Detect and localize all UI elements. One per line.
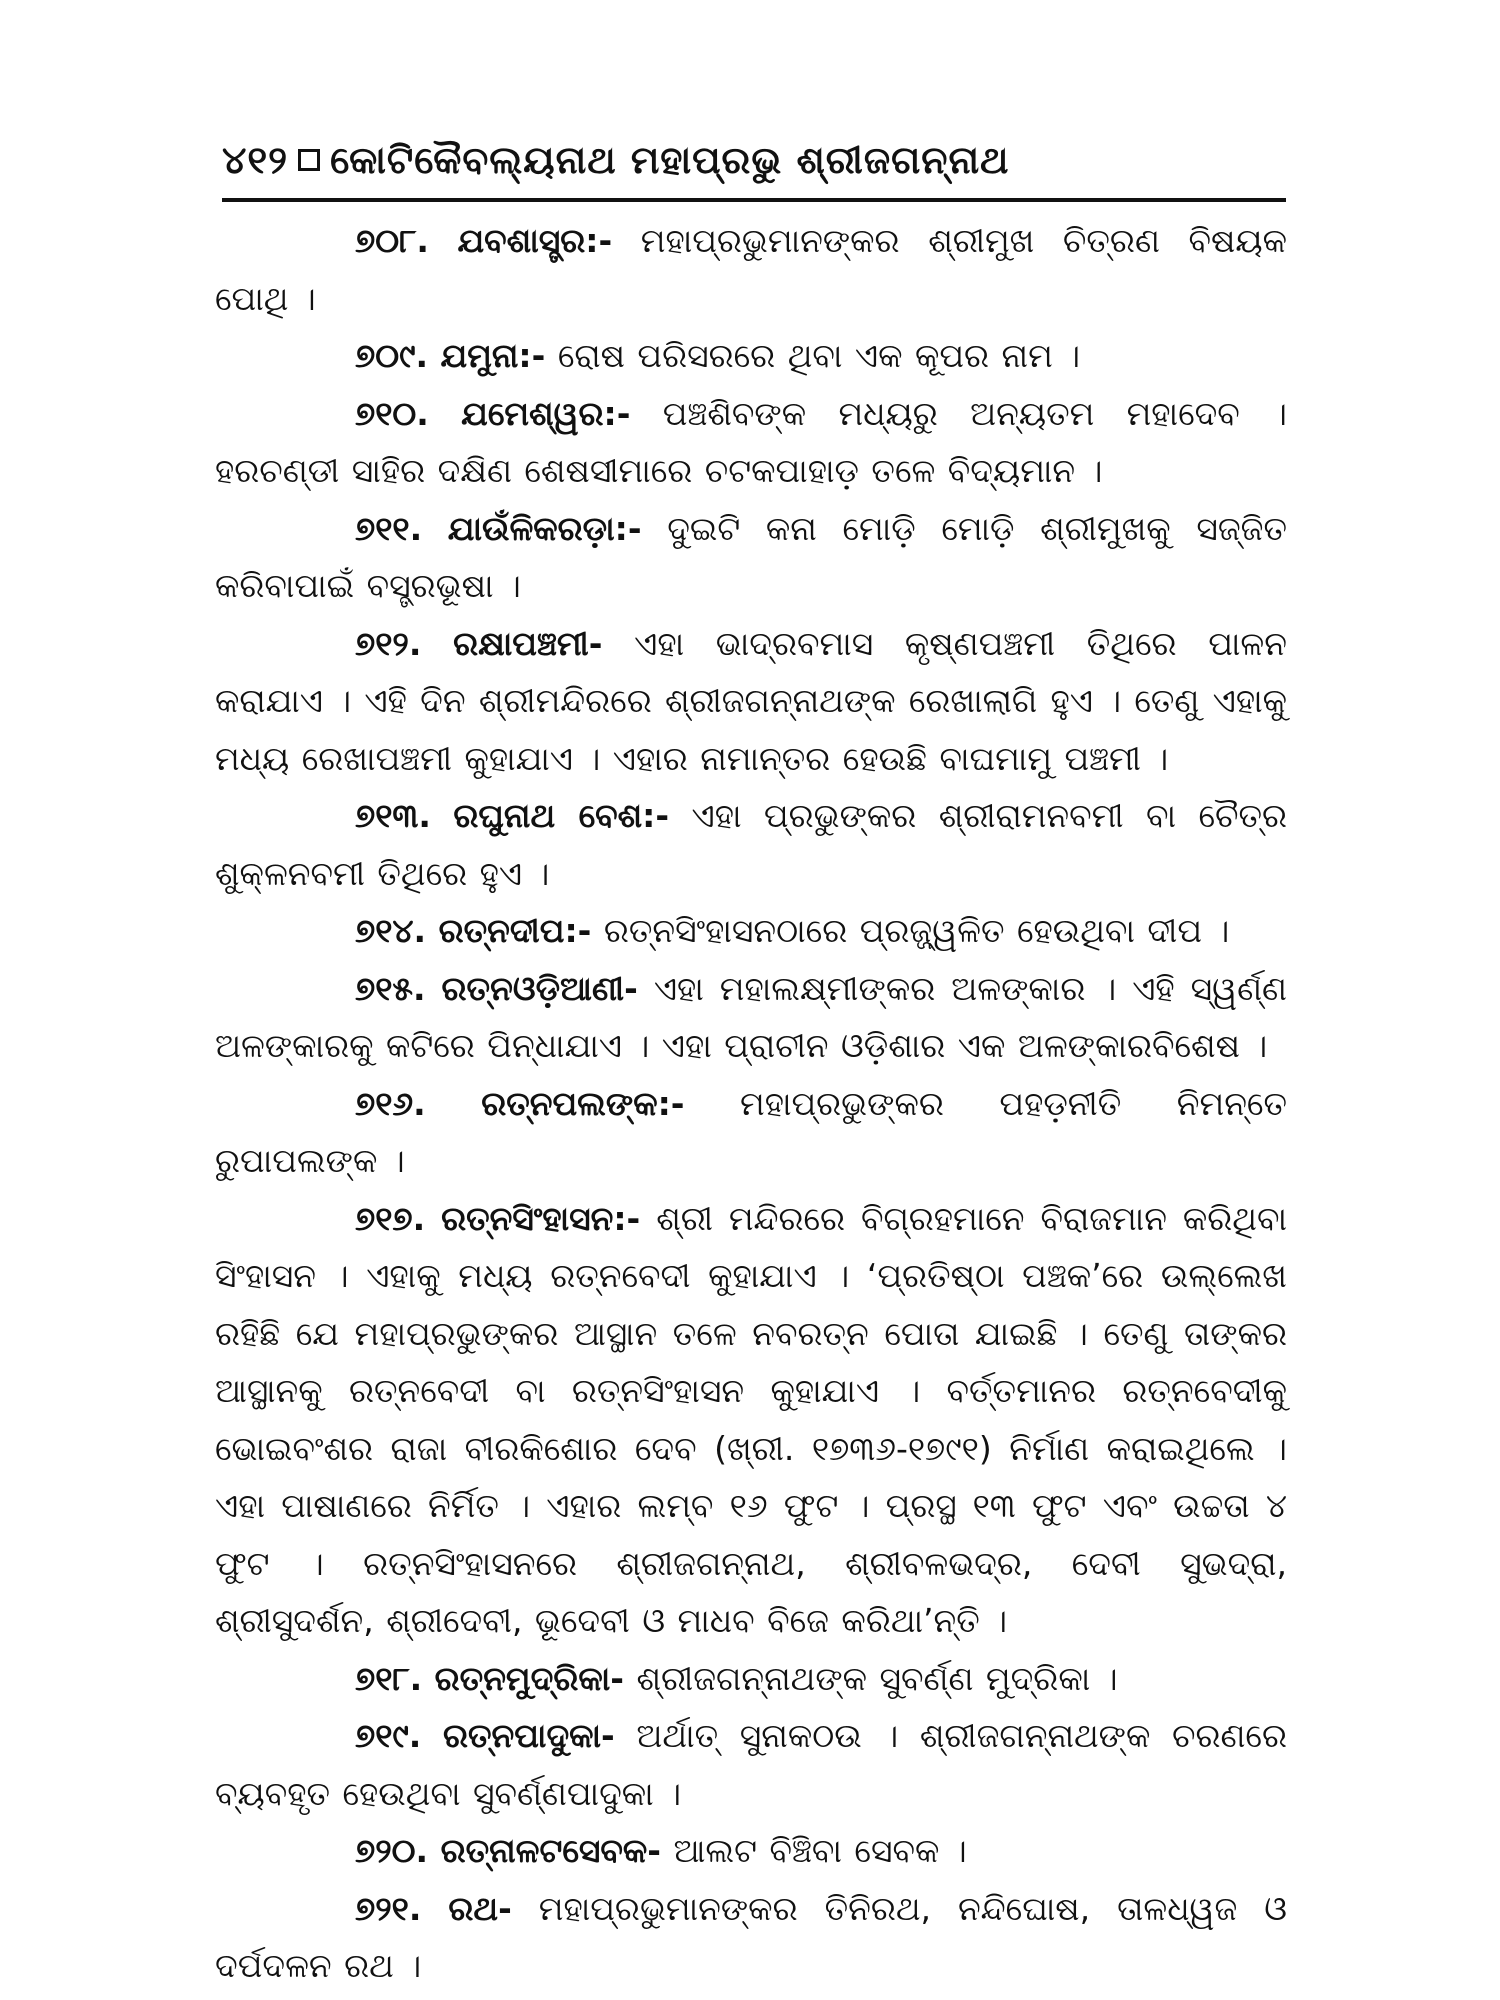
entry-text: ମହାପ୍ରଭୁମାନଙ୍କର ଶ୍ରୀମୁଖ ଚିତ୍ରଣ ବିଷୟକ ପୋଥି ।: [215, 221, 1287, 318]
entry-text: ମହାପ୍ରଭୁମାନଙ୍କର ତିନିରଥ, ନନ୍ଦିଘୋଷ, ତାଳଧ୍ୱଜ ଓ ଦର୍ପଦଳନ ରଥ ।: [215, 1888, 1287, 1985]
entry-number: ୭୧୩.: [355, 796, 431, 835]
entry-number: ୭୧୮.: [355, 1658, 423, 1698]
entry-text: ରୋଷ ପରିସରରେ ଥିବା ଏକ କୂପର ନାମ ।: [557, 336, 1081, 375]
entry-text: ଏହା ପ୍ରଭୁଙ୍କର ଶ୍ରୀରାମନବମୀ ବା ଚୈତ୍ର ଶୁକ୍ଳନବମୀ ତିଥିରେ ହୁଏ ।: [215, 796, 1288, 893]
running-header: [222, 138, 1282, 183]
glossary-entry: [215, 212, 1287, 327]
glossary-entry: [215, 1880, 1287, 1995]
entry-term: ରକ୍ଷାପଞ୍ଚମୀ-: [453, 623, 603, 663]
entry-term: ରତ୍ନପଲଙ୍କ:-: [481, 1083, 685, 1123]
page-number: ୪୧୨: [222, 138, 289, 182]
entry-number: ୭୧୬.: [355, 1083, 426, 1123]
entry-number: ୭୧୫.: [355, 968, 426, 1008]
entry-number: ୭୧୭.: [355, 1198, 426, 1238]
entry-term: ରତ୍ନପାଦୁକା-: [442, 1716, 615, 1755]
glossary-entry: [215, 1650, 1287, 1708]
entry-number: ୭୦୮.: [355, 221, 429, 260]
glossary-body: [215, 212, 1287, 1995]
glossary-entry: [215, 385, 1287, 500]
entry-text: ଶ୍ରୀଜଗନ୍ନାଥଙ୍କ ସୁବର୍ଣ୍ଣ ମୁଦ୍ରିକା ।: [636, 1658, 1118, 1698]
entry-text: ଏହା ଭାଦ୍ରବମାସ କୃଷ୍ଣପଞ୍ଚମୀ ତିଥିରେ ପାଳନ କରାଯାଏ । ଏହି ଦିନ ଶ୍ରୀମନ୍ଦିରରେ ଶ୍ରୀଜଗନ୍ନାଥଙ୍କ ରେଖାଲାଗି ହୁଏ । ତେଣୁ ଏହାକୁ ମଧ୍ୟ ରେଖାପଞ୍ଚମୀ କୁହାଯାଏ । ଏହାର ନାମାନ୍ତର ହେଉଛି ବାଘମାମୁ ପଞ୍ଚମୀ ।: [215, 623, 1287, 778]
entry-text: ରତ୍ନସିଂହାସନଠାରେ ପ୍ରଜ୍ଜ୍ୱଳିତ ହେଉଥିବା ଦୀପ ।: [603, 911, 1230, 950]
square-separator-icon: [298, 149, 320, 171]
glossary-entry: [215, 615, 1287, 788]
entry-number: ୭୨୧.: [355, 1888, 422, 1928]
entry-number: ୭୧୦.: [355, 393, 429, 433]
entry-text: ଆଲଟ ବିଞ୍ଚିବା ସେବକ ।: [673, 1831, 967, 1870]
glossary-entry: [215, 327, 1287, 385]
glossary-entry: [215, 787, 1287, 902]
entry-term: ରତ୍ନଦୀପ:-: [438, 911, 592, 950]
glossary-entry: [215, 902, 1287, 960]
entry-number: ୭୧୯.: [355, 1716, 422, 1755]
entry-number: ୭୦୯.: [355, 336, 429, 375]
entry-text: ପଞ୍ଚଶିବଙ୍କ ମଧ୍ୟରୁ ଅନ୍ୟତମ ମହାଦେବ । ହରଚଣ୍ଡୀ ସାହିର ଦକ୍ଷିଣ ଶେଷସୀମାରେ ଚଟକପାହାଡ଼ ତଳେ ବିଦ୍ୟମାନ ।: [215, 393, 1287, 490]
entry-term: ରତ୍ନଓଡ଼ିଆଣୀ-: [441, 968, 638, 1008]
entry-text: ଏହା ମହାଲକ୍ଷ୍ମୀଙ୍କର ଅଳଙ୍କାର । ଏହି ସ୍ୱର୍ଣ୍ଣ ଅଳଙ୍କାରକୁ କଟିରେ ପିନ୍ଧାଯାଏ । ଏହା ପ୍ରାଚୀନ ଓଡ଼ିଶାର ଏକ ଅଳଙ୍କାରବିଶେଷ ।: [215, 968, 1287, 1065]
glossary-entry: [215, 500, 1287, 615]
glossary-entry: [215, 1707, 1287, 1822]
glossary-entry: [215, 1190, 1287, 1650]
entry-text: ମହାପ୍ରଭୁଙ୍କର ପହଡ଼ନୀତି ନିମନ୍ତେ ରୁପାପଲଙ୍କ ।: [215, 1083, 1287, 1180]
entry-term: ଯମେଶ୍ୱର:-: [461, 393, 631, 433]
entry-term: ରତ୍ନମୁଦ୍ରିକା-: [434, 1658, 624, 1698]
glossary-entry: [215, 1822, 1287, 1880]
entry-text: ଅର୍ଥାତ୍ ସୁନାକଠଉ । ଶ୍ରୀଜଗନ୍ନାଥଙ୍କ ଚରଣରେ ବ୍ୟବହୃତ ହେଉଥିବା ସୁବର୍ଣ୍ଣପାଦୁକା ।: [215, 1716, 1287, 1813]
entry-term: ରଥ-: [448, 1888, 512, 1928]
entry-term: ଯବଶାସ୍ତ୍ର:-: [457, 221, 613, 260]
entry-term: ଯମୁନା:-: [440, 336, 546, 375]
header-rule: [222, 198, 1286, 202]
entry-term: ରଘୁନାଥ ବେଶ:-: [453, 796, 670, 835]
glossary-entry: [215, 960, 1287, 1075]
entry-number: ୭୧୪.: [355, 911, 427, 950]
entry-text: ଦୁଇଟି କନା ମୋଡ଼ି ମୋଡ଼ି ଶ୍ରୀମୁଖକୁ ସଜ୍ଜିତ କରିବାପାଇଁ ବସ୍ତ୍ରଭୂଷା ।: [215, 508, 1287, 605]
glossary-entry: [215, 1075, 1287, 1190]
entry-number: ୭୨୦.: [355, 1831, 429, 1870]
entry-number: ୭୧୧.: [355, 508, 423, 548]
entry-text: ଶ୍ରୀ ମନ୍ଦିରରେ ବିଗ୍ରହମାନେ ବିରାଜମାନ କରିଥିବା ସିଂହାସନ । ଏହାକୁ ମଧ୍ୟ ରତ୍ନବେଦୀ କୁହାଯାଏ । ‘ପ୍ରତିଷ୍ଠା ପଞ୍ଚକ’ରେ ଉଲ୍ଲେଖ ରହିଛି ଯେ ମହାପ୍ରଭୁଙ୍କର ଆସ୍ଥାନ ତଳେ ନବରତ୍ନ ପୋତା ଯାଇଛି । ତେଣୁ ତାଙ୍କର ଆସ୍ଥାନକୁ ରତ୍ନବେଦୀ ବା ରତ୍ନସିଂହାସନ କୁହାଯାଏ । ବର୍ତ୍ତମାନର ରତ୍ନବେଦୀକୁ ଭୋଇବଂଶର ରାଜା ବୀରକିଶୋର ଦେବ (ଖ୍ରୀ. ୧୭୩୬-୧୭୯୧) ନିର୍ମାଣ କରାଇଥିଲେ । ଏହା ପାଷାଣରେ ନିର୍ମିତ । ଏହାର ଲମ୍ବ ୧୬ ଫୁଟ । ପ୍ରସ୍ଥ ୧୩ ଫୁଟ ଏବଂ ଉଚ୍ଚତା ୪ ଫୁଟ । ରତ୍ନସିଂହାସନରେ ଶ୍ରୀଜଗନ୍ନାଥ, ଶ୍ରୀବଳଭଦ୍ର, ଦେବୀ ସୁଭଦ୍ରା, ଶ୍ରୀସୁଦର୍ଶନ, ଶ୍ରୀଦେବୀ, ଭୂଦେବୀ ଓ ମାଧବ ବିଜେ କରିଥା’ନ୍ତି ।: [215, 1198, 1287, 1640]
entry-term: ରତ୍ନସିଂହାସନ:-: [441, 1198, 641, 1238]
book-title: କୋଟିକୈବଲ୍ୟନାଥ ମହାପ୍ରଭୁ ଶ୍ରୀଜଗନ୍ନାଥ: [330, 138, 1010, 182]
entry-term: ଯାଉଁଳିକରଡ଼ା:-: [447, 508, 642, 548]
entry-number: ୭୧୨.: [355, 623, 422, 663]
entry-term: ରତ୍ନାଳଟସେବକ-: [440, 1831, 661, 1870]
